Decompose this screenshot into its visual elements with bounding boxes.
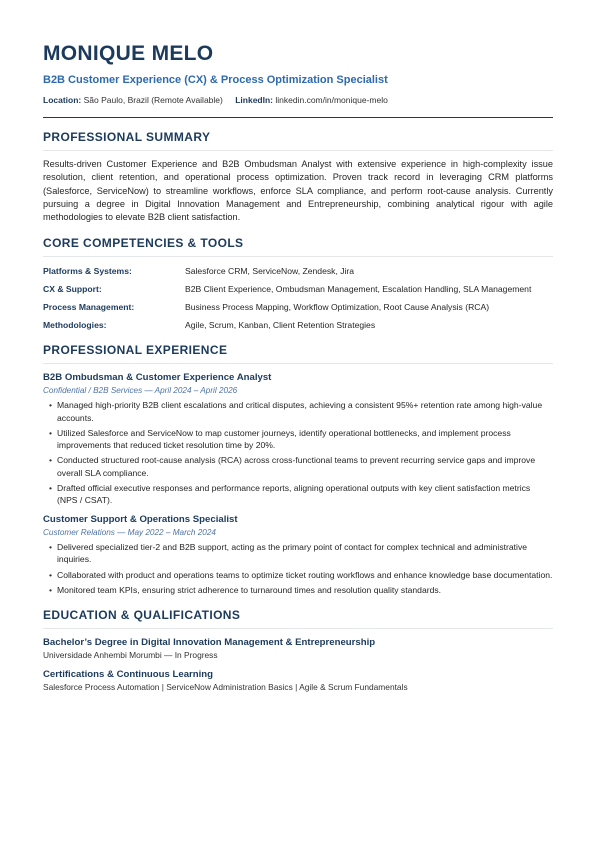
- competencies-heading: CORE COMPETENCIES & TOOLS: [43, 236, 553, 257]
- job-title: B2B Ombudsman & Customer Experience Analyst: [43, 372, 272, 384]
- competency-value: Agile, Scrum, Kanban, Client Retention Strategies: [185, 320, 376, 331]
- candidate-role: B2B Customer Experience (CX) & Process Optimization Specialist: [43, 74, 388, 86]
- competency-row: [43, 319, 553, 331]
- competency-value: Salesforce CRM, ServiceNow, Zendesk, Jira: [185, 266, 355, 277]
- job-bullet: • Monitored team KPIs, ensuring strict adherence to turnaround times and resolution quality standards.: [57, 584, 553, 596]
- job-bullet: • Drafted official executive responses and performance reports, aligning operational outputs with key client satisfaction metrics (NPS / CSAT).: [57, 482, 553, 506]
- linkedin-link[interactable]: linkedin.com/in/monique-melo: [275, 95, 388, 105]
- competency-label: Methodologies:: [43, 320, 107, 331]
- job-bullet: • Utilized Salesforce and ServiceNow to map customer journeys, identify operational bottlenecks, and implement process improvements that reduced ticket resolution time by 20%.: [57, 427, 553, 451]
- competency-value: Business Process Mapping, Workflow Optimization, Root Cause Analysis (RCA): [185, 302, 490, 313]
- competency-row: [43, 283, 553, 295]
- summary-text: Results-driven Customer Experience and B2B Ombudsman Analyst with extensive experience in high-complexity issue resolution, client retention, and operational process optimization. Proven track record in leveraging CRM platforms (Salesforce, ServiceNow) to streamline workflows, enforce SLA compliance, and perform root-cause analysis. Currently pursuing a degree in Digital Innovation Management and Entrepreneurship, combining analytical rigour with agile methodologies to elevate B2B client satisfaction.: [43, 159, 553, 223]
- experience-heading: PROFESSIONAL EXPERIENCE: [43, 343, 553, 364]
- job-entry: [43, 513, 553, 596]
- certification-title: Certifications & Continuous Learning: [43, 668, 214, 680]
- competency-row: [43, 265, 553, 277]
- job-entry: [43, 371, 553, 506]
- contact-line: [43, 95, 553, 106]
- location-label: Location:: [43, 95, 82, 105]
- candidate-name: MONIQUE MELO: [43, 42, 214, 65]
- linkedin-label: LinkedIn:: [235, 95, 274, 105]
- education-section: [43, 608, 553, 693]
- education-title: Bachelor’s Degree in Digital Innovation Management & Entrepreneurship: [43, 636, 376, 648]
- job-bullets: [43, 399, 553, 506]
- competencies-section: [43, 236, 553, 331]
- experience-section: [43, 343, 553, 595]
- job-bullet: • Conducted structured root-cause analysis (RCA) across cross-functional teams to prevent recurring service gaps and improve overall SLA compliance.: [57, 454, 553, 478]
- job-meta: Confidential / B2B Services — April 2024 – April 2026: [43, 386, 238, 396]
- competency-label: CX & Support:: [43, 284, 102, 295]
- education-detail: Universidade Anhembi Morumbi — In Progress: [43, 649, 218, 660]
- competency-row: [43, 301, 553, 313]
- summary-section: [43, 130, 553, 224]
- summary-heading: PROFESSIONAL SUMMARY: [43, 130, 553, 151]
- certification-detail: Salesforce Process Automation | ServiceNow Administration Basics | Agile & Scrum Fundamentals: [43, 681, 408, 692]
- education-entry: [43, 636, 553, 661]
- job-meta: Customer Relations — May 2022 – March 2024: [43, 528, 216, 538]
- location-value: São Paulo, Brazil (Remote Available): [83, 95, 223, 105]
- job-bullet: • Managed high-priority B2B client escalations and critical disputes, achieving a consistent 95%+ retention rate among high-value accounts.: [57, 399, 553, 423]
- education-heading: EDUCATION & QUALIFICATIONS: [43, 608, 553, 629]
- competency-label: Process Management:: [43, 302, 135, 313]
- certification-entry: [43, 668, 553, 693]
- job-bullet: • Collaborated with product and operations teams to optimize ticket routing workflows and enhance knowledge base documentation.: [57, 569, 553, 581]
- job-title: Customer Support & Operations Specialist: [43, 514, 238, 526]
- competency-value: B2B Client Experience, Ombudsman Management, Escalation Handling, SLA Management: [185, 284, 532, 295]
- job-bullet: • Delivered specialized tier-2 and B2B support, acting as the primary point of contact for complex technical and administrative inquiries.: [57, 541, 553, 565]
- header-divider: [43, 117, 553, 118]
- competency-label: Platforms & Systems:: [43, 266, 132, 277]
- job-bullets: [43, 541, 553, 596]
- competencies-table: [43, 265, 553, 331]
